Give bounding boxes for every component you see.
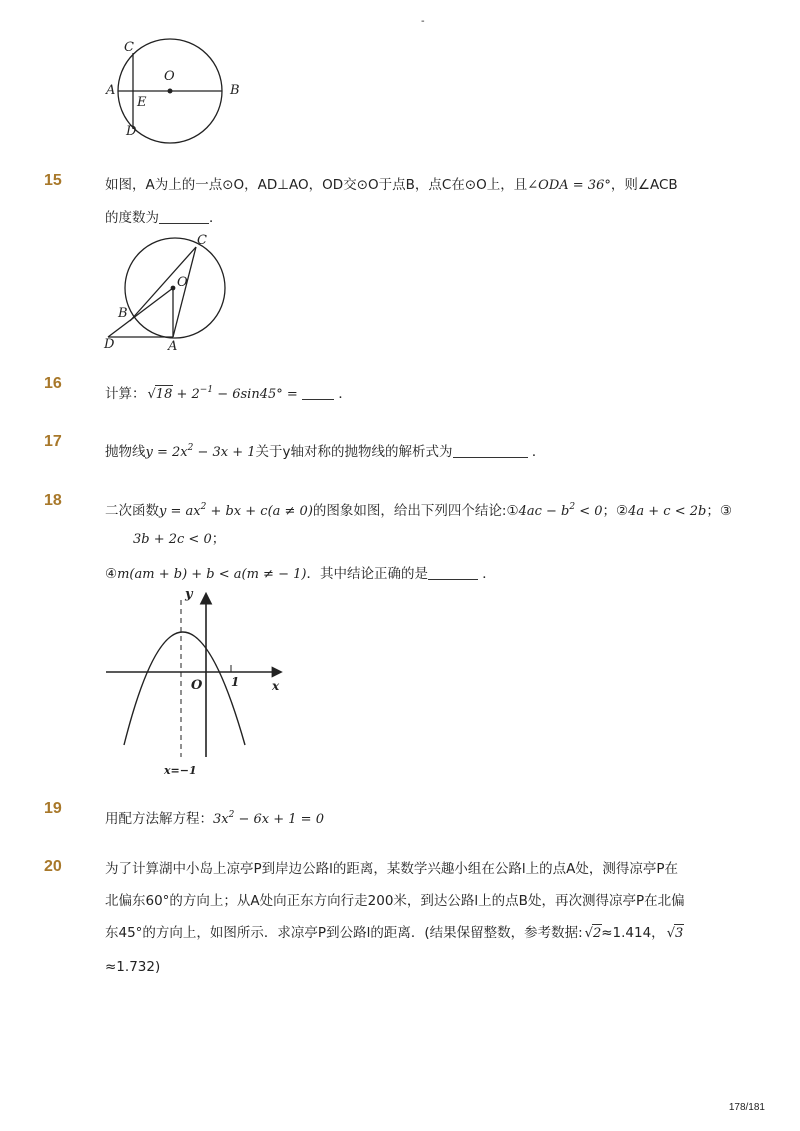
q18-line1: 二次函数$y = ax^2$ + bx + c(a ≠ 0)的图象如图，给出下列四个结论:①4ac − $b^2 < 0$；②4a + c < 2b；③: [105, 502, 732, 519]
q20-line4: ≈1.732): [105, 959, 161, 975]
q17-line: 抛物线$y = 2x^2 - 3x + 1$关于y轴对称的抛物线的解析式为 ．: [105, 443, 546, 460]
label-d: D: [126, 124, 137, 139]
label-d: D: [104, 337, 115, 352]
label-c: C: [124, 40, 134, 55]
q20-line3: 东45°的方向上，如图所示．求凉亭P到公路l的距离．(结果保留整数，参考数据: √ 2≈1.414， √ 3: [105, 925, 684, 941]
page-number: 178/181: [728, 1102, 765, 1113]
label-o: O: [177, 275, 188, 290]
figure-circle-chord: [100, 36, 250, 148]
origin-label: O: [191, 678, 203, 693]
q19-line: 用配方法解方程：$3x^2 - 6x + 1 = 0$: [105, 810, 324, 827]
q20-line1: 为了计算湖中小岛上凉亭P到岸边公路l的距离，某数学兴趣小组在公路l上的点A处，测得凉亭P在: [105, 861, 679, 877]
q20-line2: 北偏东60°的方向上；从A处向正东方向行走200米，到达公路l上的点B处，再次测得凉亭P在北偏: [105, 893, 685, 909]
q18-line3: ④m(am + b) + b < a(m ≠ − 1)．其中结论正确的是 ．: [105, 566, 496, 582]
answer-blank: [159, 211, 209, 224]
axis-of-symmetry-label: x=−1: [164, 764, 197, 777]
question-number: 19: [44, 800, 62, 817]
x-axis-label: x: [272, 679, 280, 693]
label-c: C: [197, 233, 207, 248]
answer-blank: [453, 445, 528, 458]
answer-blank: [428, 567, 478, 580]
question-number: 20: [44, 858, 62, 875]
label-a: A: [106, 83, 116, 98]
label-a: A: [168, 339, 178, 353]
label-b: B: [230, 83, 240, 98]
figure-q15: [100, 228, 230, 353]
answer-blank: [302, 387, 334, 400]
q15-line2: 的度数为 ．: [105, 210, 223, 226]
parabola-graph: [100, 585, 290, 785]
question-number: 15: [44, 172, 62, 189]
question-number: 17: [44, 433, 62, 450]
y-axis-label: y: [185, 587, 193, 602]
q18-line2: 3b + 2c < 0；: [133, 531, 226, 547]
q15-line1: 如图，A为上的一点⊙O，AD⊥AO，OD交⊙O于点B，点C在⊙O上，且∠ODA = 36°，则∠ACB: [105, 177, 678, 193]
tick-one-label: 1: [231, 675, 240, 689]
q16-line: 计算： √ $18 + 2^{-1} - 6\sin 45^\circ$ = ．: [105, 385, 352, 402]
question-number: 16: [44, 375, 62, 392]
label-o: O: [164, 69, 175, 84]
header-mark: -: [421, 16, 425, 27]
label-b: B: [118, 306, 128, 321]
label-e: E: [137, 95, 147, 110]
question-number: 18: [44, 492, 62, 509]
